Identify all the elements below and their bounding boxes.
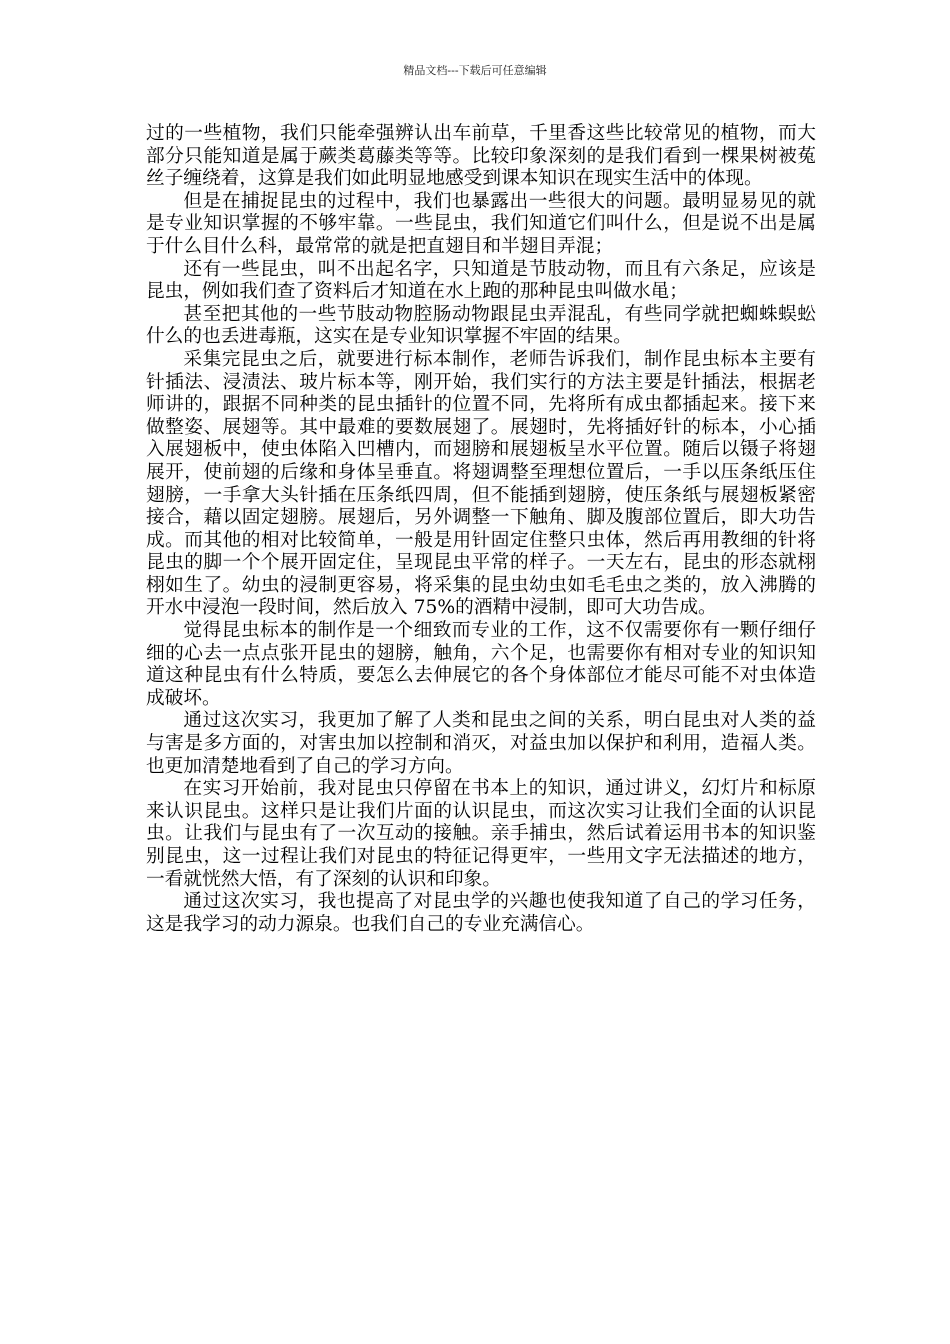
paragraph-8: 在实习开始前，我对昆虫只停留在书本上的知识，通过讲义，幻灯片和标原来认识昆虫。这样只是让我们片面的认识昆虫，而这次实习让我们全面的认识昆虫。让我们与昆虫有了一次互动的接触。亲手捕虫，然后试着运用书本的知识鉴别昆虫，这一过程让我们对昆虫的特征记得更牢，一些用文字无法描述的地方，一看就恍然大悟，有了深刻的认识和印象。 (146, 778, 816, 890)
paragraph-4: 甚至把其他的一些节肢动物腔肠动物跟昆虫弄混乱，有些同学就把蜘蛛蜈蚣什么的也丢进毒瓶，这实在是专业知识掌握不牢固的结果。 (146, 303, 816, 348)
paragraph-6: 觉得昆虫标本的制作是一个细致而专业的工作，这不仅需要你有一颗仔细仔细的心去一点点张开昆虫的翅膀，触角，六个足，也需要你有相对专业的知识知道这种昆虫有什么特质，要怎么去伸展它的各个身体部位才能尽可能不对虫体造成破坏。 (146, 620, 816, 709)
paragraph-1: 过的一些植物，我们只能牵强辨认出车前草，千里香这些比较常见的植物，而大部分只能知道是属于蕨类葛藤类等等。比较印象深刻的是我们看到一棵果树被菟丝子缠绕着，这算是我们如此明显地感受到课本知识在现实生活中的体现。 (146, 123, 816, 190)
paragraph-9: 通过这次实习，我也提高了对昆虫学的兴趣也使我知道了自己的学习任务，这是我学习的动力源泉。也我们自己的专业充满信心。 (146, 891, 816, 935)
document-body (146, 123, 816, 936)
paragraph-2: 但是在捕捉昆虫的过程中，我们也暴露出一些很大的问题。最明显易见的就是专业知识掌握的不够牢靠。一些昆虫，我们知道它们叫什么，但是说不出是属于什么目什么科，最常常的就是把直翅目和半翅目弄混； (146, 190, 816, 257)
paragraph-5: 采集完昆虫之后，就要进行标本制作，老师告诉我们，制作昆虫标本主要有针插法、浸渍法、玻片标本等，刚开始，我们实行的方法主要是针插法，根据老师讲的，跟据不同种类的昆虫插针的位置不同，先将所有成虫都插起来。接下来做整姿、展翅等。其中最难的要数展翅了。展翅时，先将插好针的标本，小心插入展翅板中，使虫体陷入凹槽内，而翅膀和展翅板呈水平位置。随后以镊子将翅展开，使前翅的后缘和身体呈垂直。将翅调整至理想位置后，一手以压条纸压住翅膀，一手拿大头针插在压条纸四周，但不能插到翅膀，使压条纸与展翅板紧密接合，藉以固定翅膀。展翅后，另外调整一下触角、脚及腹部位置后，即大功告成。而其他的相对比较简单，一般是用针固定住整只虫体，然后再用教细的针将昆虫的脚一个个展开固定住，呈现昆虫平常的样子。一天左右，昆虫的形态就栩栩如生了。幼虫的浸制更容易，将采集的昆虫幼虫如毛毛虫之类的，放入沸腾的开水中浸泡一段时间，然后放入 75%的酒精中浸制，即可大功告成。 (146, 348, 816, 619)
page-header: 精品文档---下载后可任意编辑 (403, 64, 547, 77)
paragraph-7: 通过这次实习，我更加了解了人类和昆虫之间的关系，明白昆虫对人类的益与害是多方面的，对害虫加以控制和消灭，对益虫加以保护和利用，造福人类。也更加清楚地看到了自己的学习方向。 (146, 710, 816, 777)
paragraph-3: 还有一些昆虫，叫不出起名字，只知道是节肢动物，而且有六条足，应该是昆虫，例如我们查了资料后才知道在水上跑的那种昆虫叫做水黾； (146, 258, 816, 303)
